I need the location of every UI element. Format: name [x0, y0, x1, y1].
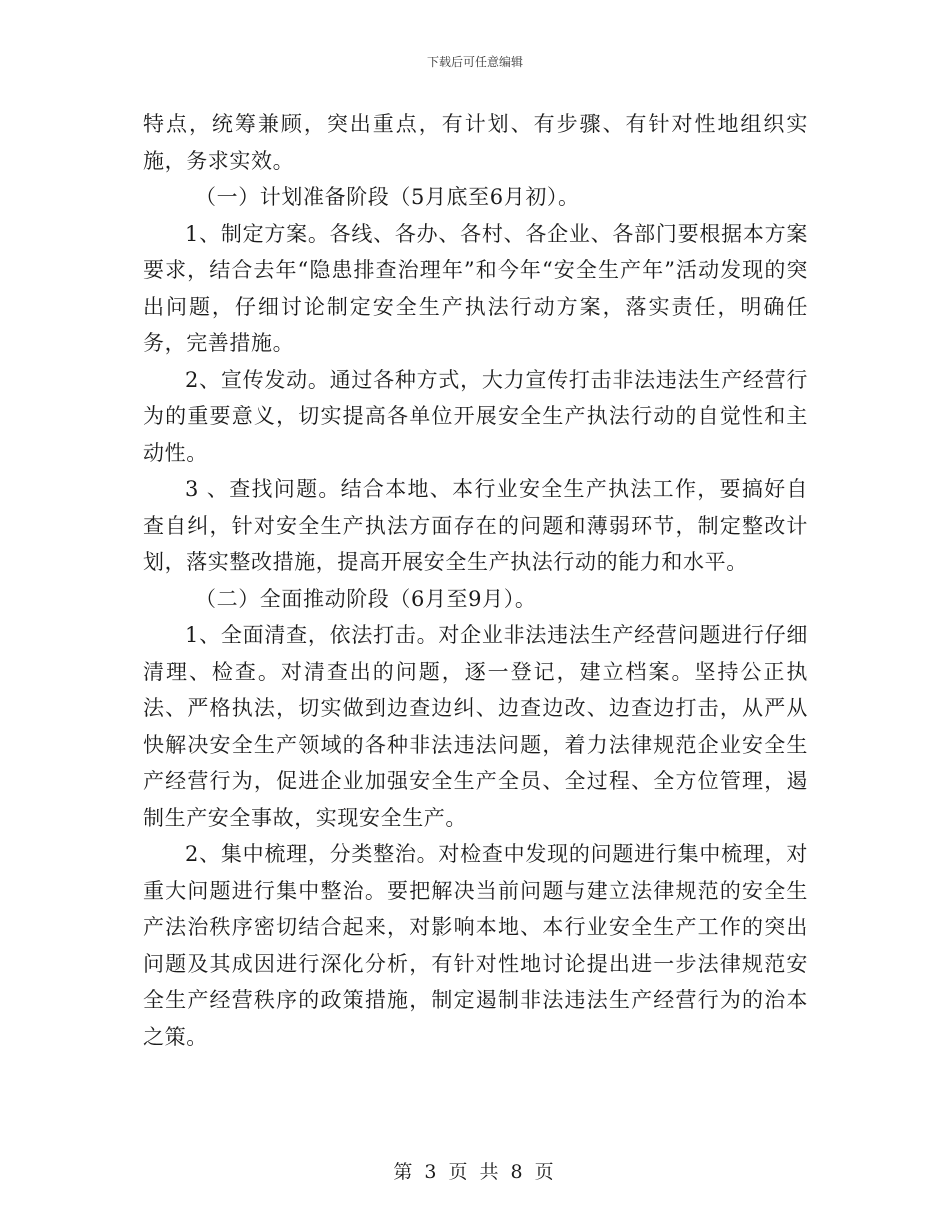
document-body: [143, 106, 808, 1055]
paragraph-make-plan: 1、制定方案。各线、各办、各村、各企业、各部门要根据本方案要求，结合去年“隐患排查治理年”和今年“安全生产年”活动发现的突出问题，仔细讨论制定安全生产执法行动方案，落实责任，明确任务，完善措施。: [143, 221, 808, 355]
section-heading-stage-2: （二）全面推动阶段（6月至9月）。: [195, 586, 537, 611]
paragraph-centralized-rectification: 2、集中梳理，分类整治。对检查中发现的问题进行集中梳理，对重大问题进行集中整治。要把解决当前问题与建立法律规范的安全生产法治秩序密切结合起来，对影响本地、本行业安全生产工作的突出问题及其成因进行深化分析，有针对性地讨论提出进一步法律规范安全生产经营秩序的政策措施，制定遏制非法违法生产经营行为的治本之策。: [143, 842, 808, 1049]
page-header-note: 下载后可任意编辑: [426, 55, 523, 69]
page-number-footer: 第 3 页 共 8 页: [393, 1161, 557, 1183]
section-heading-stage-1: （一）计划准备阶段（5月底至6月初）。: [195, 185, 580, 209]
paragraph-full-inspection: 1、全面清查，依法打击。对企业非法违法生产经营问题进行仔细清理、检查。对清查出的问题，逐一登记，建立档案。坚持公正执法、严格执法，切实做到边查边纠、边查边改、边查边打击，从严从快解决安全生产领域的各种非法违法问题，着力法律规范企业安全生产经营行为，促进企业加强安全生产全员、全过程、全方位管理，遏制生产安全事故，实现安全生产。: [143, 623, 808, 830]
paragraph-find-problems: 3 、查找问题。结合本地、本行业安全生产执法工作，要搞好自查自纠，针对安全生产执法方面存在的问题和薄弱环节，制定整改计划，落实整改措施，提高开展安全生产执法行动的能力和水平。: [143, 477, 808, 574]
paragraph-continuation: 特点，统筹兼顾，突出重点，有计划、有步骤、有针对性地组织实施，务求实效。: [143, 112, 808, 173]
paragraph-publicity: 2、宣传发动。通过各种方式，大力宣传打击非法违法生产经营行为的重要意义，切实提高各单位开展安全生产执法行动的自觉性和主动性。: [143, 367, 808, 465]
